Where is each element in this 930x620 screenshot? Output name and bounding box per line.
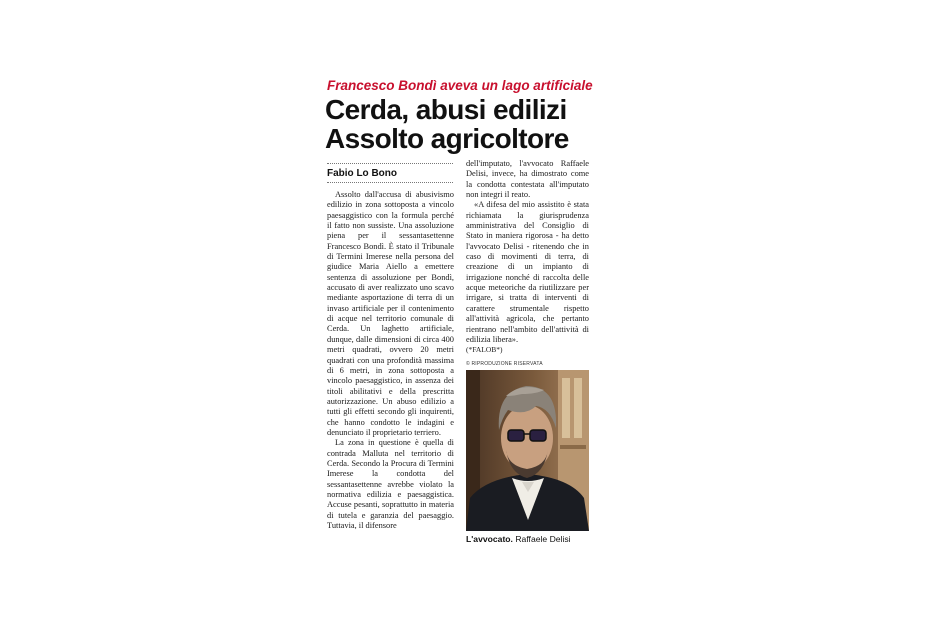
headline-line-2: Assolto agricoltore [325,123,569,154]
lawyer-photo [466,370,589,531]
article-kicker: Francesco Bondì aveva un lago artificiale [327,78,593,93]
article-column-2 [466,159,589,369]
article-headline [325,95,625,153]
caption-text: Raffaele Delisi [515,534,571,544]
byline: Fabio Lo Bono [327,168,397,179]
column-1-paragraph-1: Assolto dall'accusa di abusivismo edilizio in zona sottoposta a vincolo paesaggistico con la formula perché il fatto non sussiste. Una assoluzione piena per il sessantasettenne Francesco Bondì. È stato il Tribunale di Termini Imerese nella persona del giudice Maria Aiello a emettere sentenza di assoluzione per Bondì, accusato di aver realizzato uno scavo mediante asportazione di terra di un invaso artificiale per il contenimento di acque nel territorio comunale di Cerda. Un laghetto artificiale, dunque, dalle dimensioni di circa 400 metri quadrati, ovvero 20 metri quadrati con una profondità massima di 6 metri, in zona sottoposta a vincolo paesaggistico, in assenza dei titoli abilitativi e della prescritta autorizzazione. Un abuso edilizio a tutti gli effetti secondo gli inquirenti, che hanno condotto le indagini e denunciato il proprietario terriero. [327,190,454,437]
byline-rule-bottom [327,182,453,183]
column-2-paragraph-1: dell'imputato, l'avvocato Raffaele Delisi, invece, ha dimostrato come la condotta contestata all'imputato non integri il reato. [466,159,589,200]
column-1-paragraph-2: La zona in questione è quella di contrada Malluta nel territorio di Cerda. Secondo la Procura di Termini Imerese la condotta del sessantasettenne avrebbe violato la normativa edilizia e paesaggistica. Accuse pesanti, soprattutto in materia di tutela e garanzia del paesaggio. Tuttavia, il difensore [327,438,454,530]
column-2-paragraph-2: «A difesa del mio assistito è stata richiamata la giurisprudenza amministrativa del Consiglio di Stato in maniera rigorosa - ha detto l'avvocato Delisi - ritenendo che in caso di movimenti di terra, di creazione di un impianto di irrigazione nonché di raccolta delle acque meteoriche da riutilizzare per irrigare, si tratta di interventi di carattere strumentale rispetto all'attività agricola, che pertanto rientrano nell'ambito dell'attività di edilizia libera». [466,200,589,344]
photo-caption [466,534,571,544]
article-signature: (*FALOB*) [466,345,503,355]
caption-label: L'avvocato. [466,534,513,544]
article-column-1 [327,190,454,531]
byline-rule-top [327,163,453,164]
headline-line-1: Cerda, abusi edilizi [325,94,567,125]
lawyer-portrait-icon [466,370,589,531]
copyright-notice: © RIPRODUZIONE RISERVATA [466,360,543,367]
